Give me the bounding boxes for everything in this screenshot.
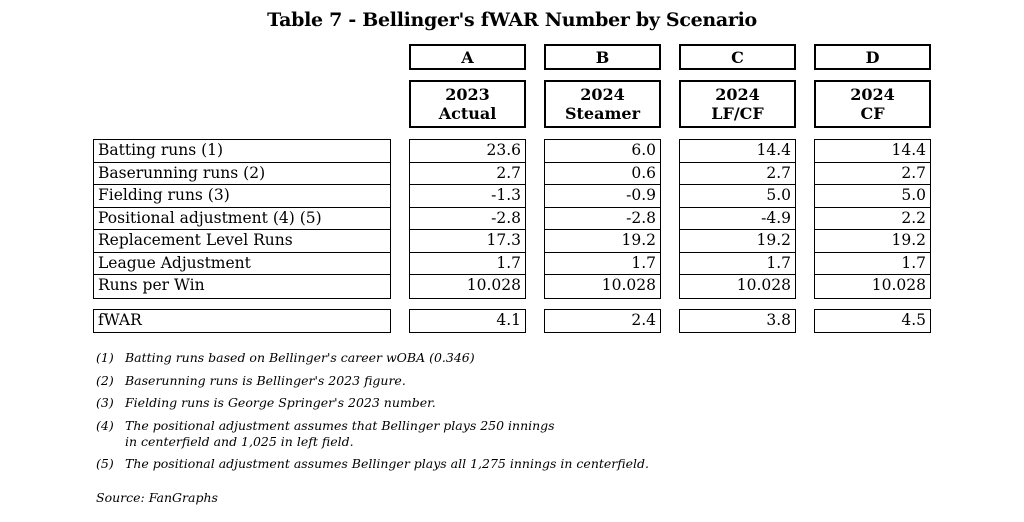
- column-header-scenario: Actual: [438, 104, 497, 123]
- footnote-text: The positional adjustment assumes Bellinger plays all 1,275 innings in centerfield.: [125, 456, 649, 471]
- value-cell: 10.028: [466, 276, 521, 294]
- value-cell: 2.2: [815, 208, 930, 231]
- total-label: fWAR: [93, 309, 391, 333]
- column-header-scenario: Steamer: [564, 104, 641, 123]
- footnote-number: (4): [96, 417, 114, 433]
- column-header-d: [814, 80, 931, 128]
- column-header-year: 2024: [580, 85, 625, 104]
- value-cell: 23.6: [410, 140, 525, 163]
- value-cell: -4.9: [680, 208, 795, 231]
- value-cell: 0.6: [545, 163, 660, 186]
- value-cell: 19.2: [680, 230, 795, 253]
- footnote-continuation: in centerfield and 1,025 in left field.: [125, 434, 354, 449]
- total-value-c: 3.8: [679, 309, 796, 333]
- row-label: Baserunning runs (2): [94, 163, 390, 186]
- value-cell: 2.7: [410, 163, 525, 186]
- footnote: [96, 370, 649, 393]
- source-note: Source: FanGraphs: [96, 490, 218, 505]
- value-cell: 10.028: [736, 276, 791, 294]
- value-cell: 1.7: [680, 253, 795, 276]
- column-header-c: [679, 80, 796, 128]
- values-column-a: [409, 139, 526, 299]
- row-label: Fielding runs (3): [94, 185, 390, 208]
- value-cell: 6.0: [545, 140, 660, 163]
- column-header-a: [409, 80, 526, 128]
- footnote-number: (5): [96, 456, 114, 471]
- column-header-scenario: CF: [860, 104, 885, 123]
- column-letter-c: C: [679, 44, 796, 70]
- footnote-number: (3): [96, 395, 114, 410]
- footnote-text: Fielding runs is George Springer's 2023 number.: [125, 395, 436, 410]
- total-value-a: 4.1: [409, 309, 526, 333]
- value-cell: 10.028: [601, 276, 656, 294]
- value-cell: 17.3: [410, 230, 525, 253]
- value-cell: 19.2: [815, 230, 930, 253]
- value-cell: -2.8: [410, 208, 525, 231]
- column-letter-a: A: [409, 44, 526, 70]
- value-cell: 5.0: [680, 185, 795, 208]
- values-column-b: [544, 139, 661, 299]
- footnote-number: (2): [96, 372, 114, 388]
- value-cell: 1.7: [815, 253, 930, 276]
- value-cell: 5.0: [815, 185, 930, 208]
- footnote-text: The positional adjustment assumes that Bellinger plays 250 innings: [125, 417, 555, 433]
- column-header-year: 2024: [715, 85, 760, 104]
- value-cell: -2.8: [545, 208, 660, 231]
- footnotes: [96, 347, 649, 476]
- value-cell: -1.3: [410, 185, 525, 208]
- value-cell: 14.4: [680, 140, 795, 163]
- footnote-number: (1): [96, 350, 114, 365]
- column-header-year: 2023: [445, 85, 490, 104]
- total-value-d: 4.5: [814, 309, 931, 333]
- value-cell: 1.7: [545, 253, 660, 276]
- value-cell: 2.7: [815, 163, 930, 186]
- value-cell: 14.4: [815, 140, 930, 163]
- values-column-c: [679, 139, 796, 299]
- footnote-text: Batting runs based on Bellinger's career wOBA (0.346): [125, 350, 475, 365]
- value-cell: -0.9: [545, 185, 660, 208]
- row-label: Replacement Level Runs: [94, 230, 390, 253]
- table-title: Table 7 - Bellinger's fWAR Number by Scenario: [267, 9, 757, 31]
- column-letter-d: D: [814, 44, 931, 70]
- column-header-b: [544, 80, 661, 128]
- total-value-b: 2.4: [544, 309, 661, 333]
- value-cell: 10.028: [871, 276, 926, 294]
- row-label: Runs per Win: [98, 276, 205, 294]
- column-letter-b: B: [544, 44, 661, 70]
- value-cell: 2.7: [680, 163, 795, 186]
- values-column-d: [814, 139, 931, 299]
- footnote: [96, 347, 649, 370]
- row-label: League Adjustment: [94, 253, 390, 276]
- footnote: [96, 392, 649, 415]
- column-header-year: 2024: [850, 85, 895, 104]
- row-label: Positional adjustment (4) (5): [94, 208, 390, 231]
- value-cell: 19.2: [545, 230, 660, 253]
- column-header-scenario: LF/CF: [711, 104, 764, 123]
- footnote-text: Baserunning runs is Bellinger's 2023 figure.: [125, 372, 406, 388]
- row-labels: [93, 139, 391, 299]
- value-cell: 1.7: [410, 253, 525, 276]
- row-label: Batting runs (1): [94, 140, 390, 163]
- footnote: [96, 453, 649, 476]
